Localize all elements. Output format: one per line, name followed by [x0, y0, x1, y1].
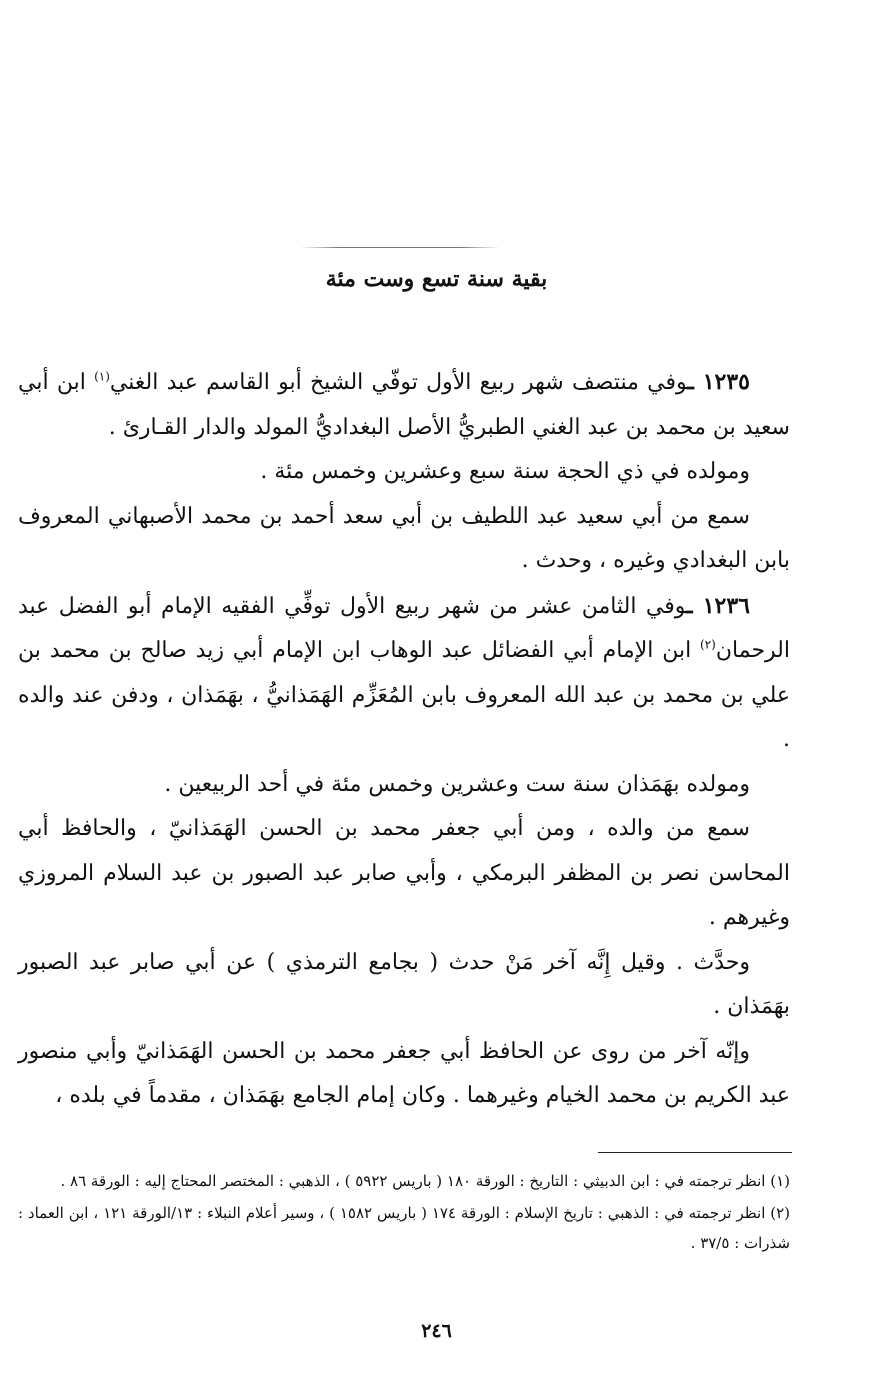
footnote-2: (٢) انظر ترجمته في : الذهبي : تاريخ الإسلام : الورقة ١٧٤ ( باريس ١٥٨٢ ) ، وسير أعلام النبلاء : ١٣/الورقة ١٢١ ، ابن العماد : شذرات : ٣٧/٥ . — [18, 1204, 791, 1252]
entry-1236 — [18, 584, 790, 763]
entry-text-cont: ابن الإمام أبي الفضائل عبد الوهاب ابن الإمام أبي زيد صالح بن محمد بن علي بن محمد بن عبد الله المعروف بابن المُعَزِّم الهَمَذانيُّ ، بهَمَذان ، ودفن عند والده . — [18, 638, 790, 752]
footnote-1: (١) انظر ترجمته في : ابن الدبيثي : التاريخ : الورقة ١٨٠ ( باريس ٥٩٢٢ ) ، الذهبي : المختصر المحتاج إليه : الورقة ٨٦ . — [60, 1172, 790, 1190]
footnote-ref: (٢) — [700, 637, 716, 652]
paragraph-heard-1236: سمع من والده ، ومن أبي جعفر محمد بن الحسن الهَمَذانيّ ، والحافظ أبي المحاسن نصر بن المظفر البرمكي ، وأبي صابر عبد الصبور بن عبد السلام المروزي وغيرهم . — [18, 816, 790, 930]
footnote-separator — [598, 1152, 792, 1153]
paragraph-heard-1235: سمع من أبي سعيد عبد اللطيف بن أبي سعد أحمد بن محمد الأصبهاني المعروف بابن البغدادي وغيره ، وحدث . — [18, 503, 790, 573]
paragraph-last-narrator-1236: وإنّه آخر من روى عن الحافظ أبي جعفر محمد بن الحسن الهَمَذانيّ وأبي منصور عبد الكريم بن محمد الخيام وغيرهما . وكان إمام الجامع بهَمَذان ، مقدماً في بلده ، — [18, 1038, 790, 1108]
paragraph-narrated-1236: وحدَّث . وقيل إِنَّه آخر مَنْ حدث ( بجامع الترمذي ) عن أبي صابر عبد الصبور بهَمَذان . — [18, 949, 790, 1019]
entry-1235 — [18, 360, 790, 450]
entry-text: وفي منتصف شهر ربيع الأول توفّي الشيخ أبو القاسم عبد الغني — [109, 370, 688, 395]
running-head-title: بقية سنة تسع وست مئة — [325, 266, 548, 292]
page-number: ٢٤٦ — [421, 1320, 452, 1342]
entry-number: ١٢٣٥ ـ — [687, 369, 750, 395]
entry-text-cont: ابن أبي سعيد بن محمد بن عبد الغني الطبريُّ الأصل البغداديُّ المولد والدار القـارئ . — [18, 370, 790, 440]
footnotes — [18, 1166, 790, 1260]
paragraph-birth-1236: ومولده بهَمَذان سنة ست وعشرين وخمس مئة في أحد الربيعين . — [164, 771, 750, 797]
header-ornament-rule — [300, 247, 500, 248]
entry-text: وفي الثامن عشر من شهر ربيع الأول توفِّي الفقيه الإمام أبو الفضل عبد الرحمان — [18, 593, 790, 663]
footnote-ref: (١) — [94, 369, 110, 384]
entry-number: ١٢٣٦ ـ — [686, 592, 750, 619]
paragraph-birth-1235: ومولده في ذي الحجة سنة سبع وعشرين وخمس مئة . — [260, 459, 750, 484]
main-text — [18, 360, 790, 1119]
